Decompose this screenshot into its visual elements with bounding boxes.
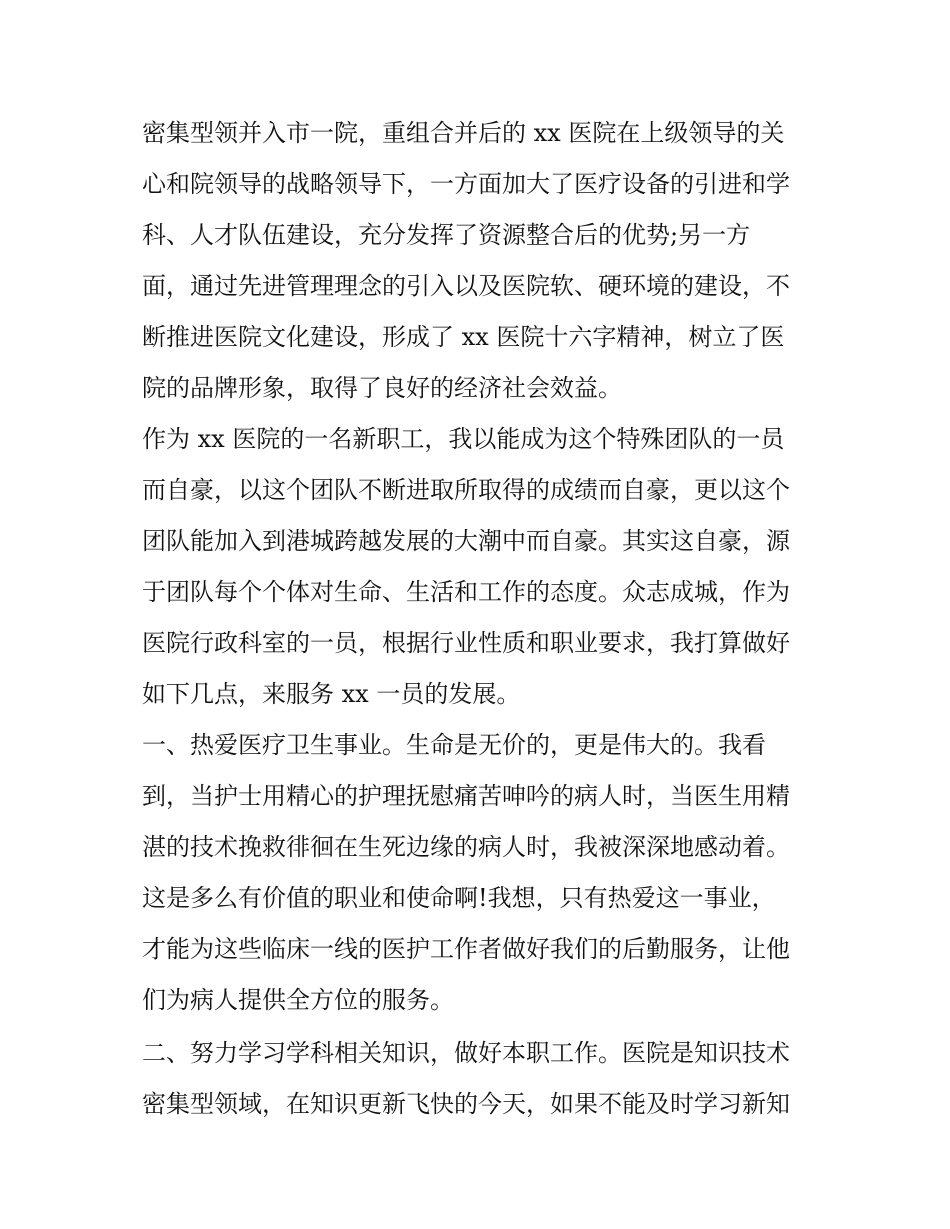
text-line: 才能为这些临床一线的医护工作者做好我们的后勤服务，让他	[142, 935, 790, 963]
text-line: 心和院领导的战略领导下，一方面加大了医疗设备的引进和学	[142, 170, 790, 198]
text-line: 面，通过先进管理理念的引入以及医院软、硬环境的建设，不	[142, 272, 790, 300]
text-line: 湛的技术挽救徘徊在生死边缘的病人时，我被深深地感动着。	[142, 833, 790, 861]
text-line: 医院行政科室的一员，根据行业性质和职业要求，我打算做好	[142, 629, 790, 657]
text-line: 科、人才队伍建设，充分发挥了资源整合后的优势;另一方	[142, 221, 751, 249]
text-line: 团队能加入到港城跨越发展的大潮中而自豪。其实这自豪，源	[142, 527, 790, 555]
text-line: 二、努力学习学科相关知识，做好本职工作。医院是知识技术	[142, 1039, 790, 1067]
text-line: 一、热爱医疗卫生事业。生命是无价的，更是伟大的。我看	[142, 731, 766, 759]
text-line: 们为病人提供全方位的服务。	[142, 986, 454, 1014]
text-line: 这是多么有价值的职业和使命啊!我想，只有热爱这一事业，	[142, 884, 776, 912]
text-line: 而自豪，以这个团队不断进取所取得的成绩而自豪，更以这个	[142, 476, 790, 504]
body-text	[142, 108, 822, 1130]
text-line: 于团队每个个体对生命、生活和工作的态度。众志成城，作为	[142, 578, 790, 606]
text-line: 作为 xx 医院的一名新职工，我以能成为这个特殊团队的一员	[142, 425, 785, 453]
text-line: 到，当护士用精心的护理抚慰痛苦呻吟的病人时，当医生用精	[142, 782, 790, 810]
text-line: 密集型领域，在知识更新飞快的今天，如果不能及时学习新知	[142, 1090, 790, 1118]
text-line: 密集型领并入市一院，重组合并后的 xx 医院在上级领导的关	[142, 119, 785, 147]
text-line: 断推进医院文化建设，形成了 xx 医院十六字精神，树立了医	[142, 323, 785, 351]
text-line: 如下几点，来服务 xx 一员的发展。	[142, 680, 521, 708]
text-line: 院的品牌形象，取得了良好的经济社会效益。	[142, 374, 622, 402]
